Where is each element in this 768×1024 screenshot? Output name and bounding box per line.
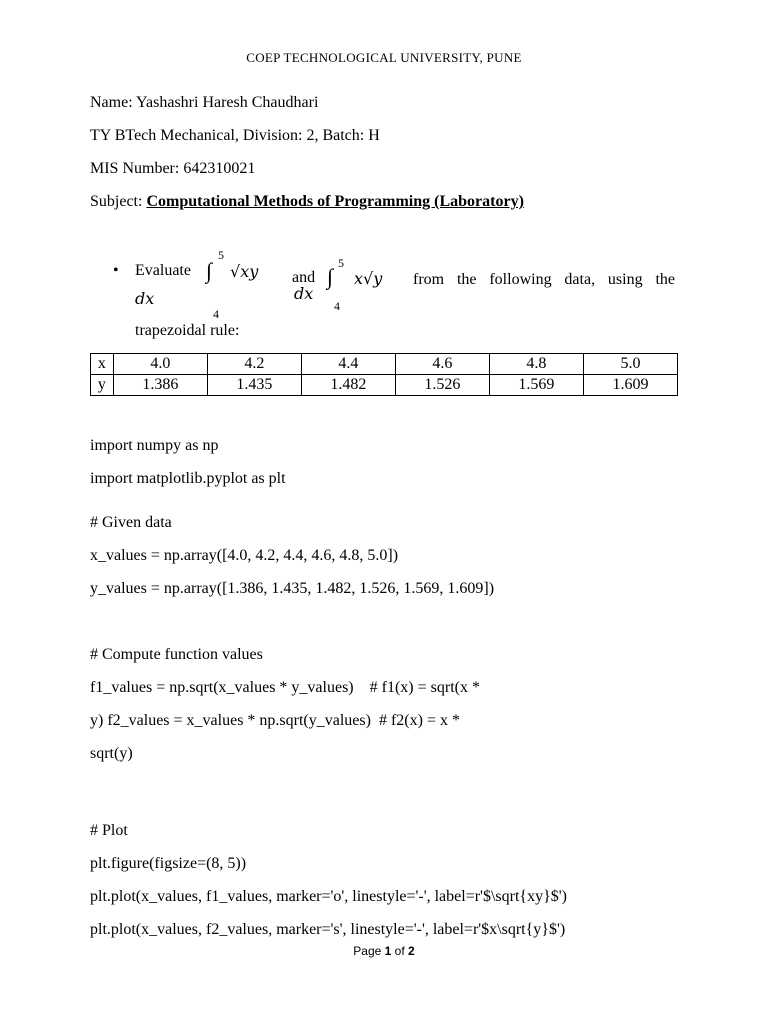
table-cell: y	[91, 375, 114, 396]
table-cell: x	[91, 354, 114, 375]
code-line: y) f2_values = x_values * np.sqrt(y_values) # f2(x) = x *	[90, 712, 460, 729]
table-cell: 4.2	[207, 354, 301, 375]
and-word: and	[292, 269, 316, 286]
integral-sign-1: ∫	[206, 258, 213, 283]
of-word: of	[394, 944, 405, 958]
code-line: import matplotlib.pyplot as plt	[90, 470, 286, 487]
subject-title: Computational Methods of Programming (Laboratory)	[146, 193, 524, 210]
upper-limit-1: 5	[218, 248, 224, 262]
table-cell: 4.0	[113, 354, 207, 375]
code-line: x_values = np.array([4.0, 4.2, 4.4, 4.6, 4.8, 5.0])	[90, 547, 399, 564]
upper-limit-2: 5	[338, 256, 344, 270]
page-footer	[0, 944, 768, 958]
code-line: sqrt(y)	[90, 745, 133, 762]
integrand-2: x√y	[354, 269, 383, 288]
student-name: Name: Yashashri Haresh Chaudhari	[90, 94, 319, 111]
table-cell: 4.6	[395, 354, 489, 375]
table-cell: 1.569	[489, 375, 583, 396]
table-row	[91, 354, 678, 375]
lower-limit-2: 4	[334, 299, 340, 313]
evaluate-word: Evaluate	[135, 262, 191, 279]
code-line: plt.plot(x_values, f1_values, marker='o', linestyle='-', label=r'$\sqrt{xy}$')	[90, 888, 567, 905]
integrand-1: √xy	[230, 262, 259, 281]
integral-sign-2: ∫	[327, 264, 334, 289]
page-word: Page	[353, 944, 382, 958]
question-rest-2: trapezoidal rule:	[135, 322, 240, 339]
code-line: # Compute function values	[90, 646, 263, 663]
code-line: plt.figure(figsize=(8, 5))	[90, 855, 247, 872]
table-cell: 1.609	[583, 375, 677, 396]
code-line: # Given data	[90, 514, 172, 531]
table-cell: 4.8	[489, 354, 583, 375]
code-line: import numpy as np	[90, 437, 219, 454]
table-cell: 4.4	[301, 354, 395, 375]
lower-limit-1: 4	[213, 307, 219, 321]
differential-2: dx	[294, 284, 314, 303]
code-line: # Plot	[90, 822, 128, 839]
page-header: COEP TECHNOLOGICAL UNIVERSITY, PUNE	[246, 50, 522, 65]
differential-1: dx	[135, 289, 155, 308]
current-page: 1	[384, 944, 392, 958]
table-cell: 1.435	[207, 375, 301, 396]
total-pages: 2	[408, 944, 415, 958]
student-class: TY BTech Mechanical, Division: 2, Batch: H	[90, 127, 380, 144]
table-row	[91, 375, 678, 396]
code-line: plt.plot(x_values, f2_values, marker='s', linestyle='-', label=r'$x\sqrt{y}$')	[90, 921, 566, 938]
subject-prefix: Subject:	[90, 193, 147, 210]
code-line: f1_values = np.sqrt(x_values * y_values) # f1(x) = sqrt(x *	[90, 679, 480, 696]
mis-number: MIS Number: 642310021	[90, 160, 256, 177]
table-cell: 1.386	[113, 375, 207, 396]
table-cell: 5.0	[583, 354, 677, 375]
table-cell: 1.526	[395, 375, 489, 396]
code-line: y_values = np.array([1.386, 1.435, 1.482, 1.526, 1.569, 1.609])	[90, 580, 495, 597]
data-table	[90, 353, 678, 396]
bullet-icon: •	[113, 262, 119, 279]
question-rest: from the following data, using the	[413, 271, 675, 288]
table-cell: 1.482	[301, 375, 395, 396]
question	[0, 0, 768, 345]
